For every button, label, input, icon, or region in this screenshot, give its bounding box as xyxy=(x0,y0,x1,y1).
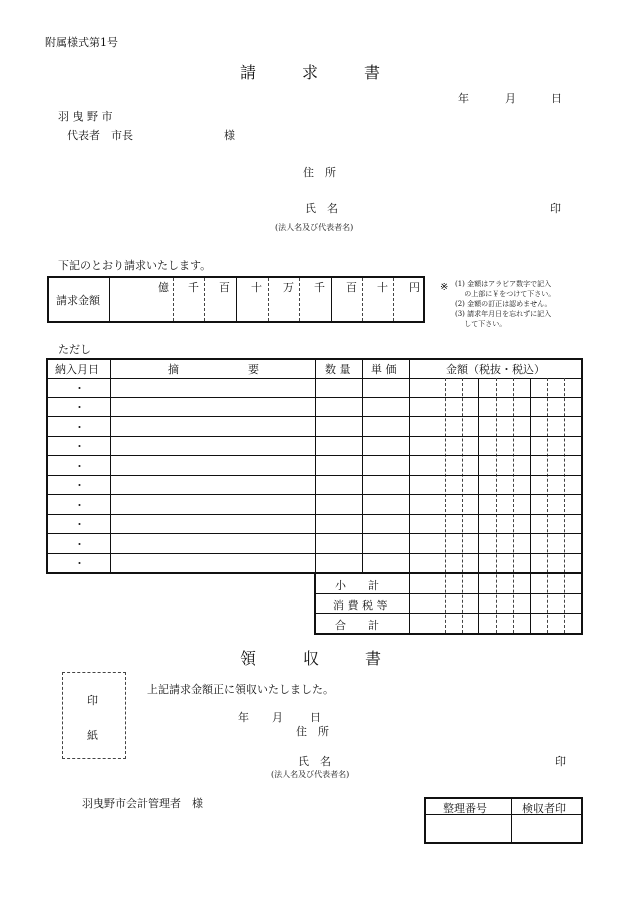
amount-label: 請求金額 xyxy=(56,294,100,307)
header-description-char-2: 要 xyxy=(248,363,259,376)
office-header-inspector: 検収者印 xyxy=(522,802,566,815)
row-3-date-marker: ・ xyxy=(74,421,85,434)
header-quantity: 数 量 xyxy=(325,363,351,376)
receipt-text: 上記請求金額正に領収いたしました。 xyxy=(147,683,334,696)
note-line-2: の上部に￥をつけて下さい。 xyxy=(455,290,556,298)
row-4-date-marker: ・ xyxy=(74,440,85,453)
invoice-title-char-2: 求 xyxy=(302,63,319,82)
header-amount: 金額（税抜・税込） xyxy=(446,363,545,376)
invoice-address-label: 住 所 xyxy=(303,166,336,179)
detail-caption: ただし xyxy=(58,343,91,356)
addressee-city: 羽 曳 野 市 xyxy=(58,110,113,123)
note-line-1: (1) 金額はアラビア数字で記入 xyxy=(455,280,552,288)
digit-unit-sen-1: 千 xyxy=(188,281,199,294)
digit-unit-oku: 億 xyxy=(158,281,169,294)
note-line-5: して下さい。 xyxy=(455,320,507,328)
row-10-date-marker: ・ xyxy=(74,557,85,570)
header-unit-price: 単 価 xyxy=(371,363,397,376)
note-line-4: (3) 請求年月日を忘れずに記入 xyxy=(455,310,552,318)
invoice-corp-note: (法人名及び代表者名) xyxy=(275,223,354,232)
header-date: 納入月日 xyxy=(55,363,99,376)
office-header-reference: 整理番号 xyxy=(443,802,487,815)
digit-unit-juu-2: 十 xyxy=(377,281,388,294)
request-text: 下記のとおり請求いたします。 xyxy=(58,259,212,272)
digit-unit-juu-1: 十 xyxy=(251,281,262,294)
receipt-date-month: 月 xyxy=(272,711,283,724)
receipt-date-year: 年 xyxy=(238,711,249,724)
form-number: 附属様式第1号 xyxy=(45,36,118,49)
invoice-title-char-1: 請 xyxy=(240,63,257,82)
note-mark: ※ xyxy=(440,282,449,293)
stamp-char-2: 紙 xyxy=(87,729,98,742)
revenue-stamp-box xyxy=(62,672,126,759)
invoice-name-label: 氏 名 xyxy=(305,202,338,215)
digit-unit-hyaku-1: 百 xyxy=(219,281,230,294)
addressee-honorific: 様 xyxy=(224,129,235,142)
row-5-date-marker: ・ xyxy=(74,460,85,473)
note-line-3: (2) 金額の訂正は認めません。 xyxy=(455,300,552,308)
receipt-name-label: 氏 名 xyxy=(298,755,331,768)
receipt-title-char-3: 書 xyxy=(365,649,382,668)
row-6-date-marker: ・ xyxy=(74,479,85,492)
accounting-manager: 羽曳野市会計管理者 様 xyxy=(82,797,203,810)
digit-unit-hyaku-2: 百 xyxy=(346,281,357,294)
digit-unit-man: 万 xyxy=(283,281,294,294)
digit-unit-sen-2: 千 xyxy=(314,281,325,294)
receipt-address-label: 住 所 xyxy=(296,725,329,738)
row-8-date-marker: ・ xyxy=(74,518,85,531)
invoice-seal-mark: 印 xyxy=(550,202,561,215)
subtotal-label: 小 計 xyxy=(335,579,379,592)
row-1-date-marker: ・ xyxy=(74,382,85,395)
header-description-char-1: 摘 xyxy=(168,363,179,376)
row-9-date-marker: ・ xyxy=(74,538,85,551)
digit-unit-en: 円 xyxy=(409,281,420,294)
invoice-date-year: 年 xyxy=(458,92,469,105)
addressee-representative: 代表者 市長 xyxy=(67,129,133,142)
row-7-date-marker: ・ xyxy=(74,499,85,512)
row-2-date-marker: ・ xyxy=(74,401,85,414)
receipt-title-char-2: 収 xyxy=(303,649,320,668)
invoice-date-month: 月 xyxy=(505,92,516,105)
tax-label: 消 費 税 等 xyxy=(333,599,388,612)
receipt-seal-mark: 印 xyxy=(555,755,566,768)
stamp-char-1: 印 xyxy=(87,694,98,707)
invoice-date-day: 日 xyxy=(551,92,562,105)
receipt-title-char-1: 領 xyxy=(240,649,257,668)
invoice-title-char-3: 書 xyxy=(364,63,381,82)
total-label: 合 計 xyxy=(335,619,379,632)
receipt-date-day: 日 xyxy=(310,711,321,724)
receipt-corp-note: (法人名及び代表者名) xyxy=(271,770,350,779)
